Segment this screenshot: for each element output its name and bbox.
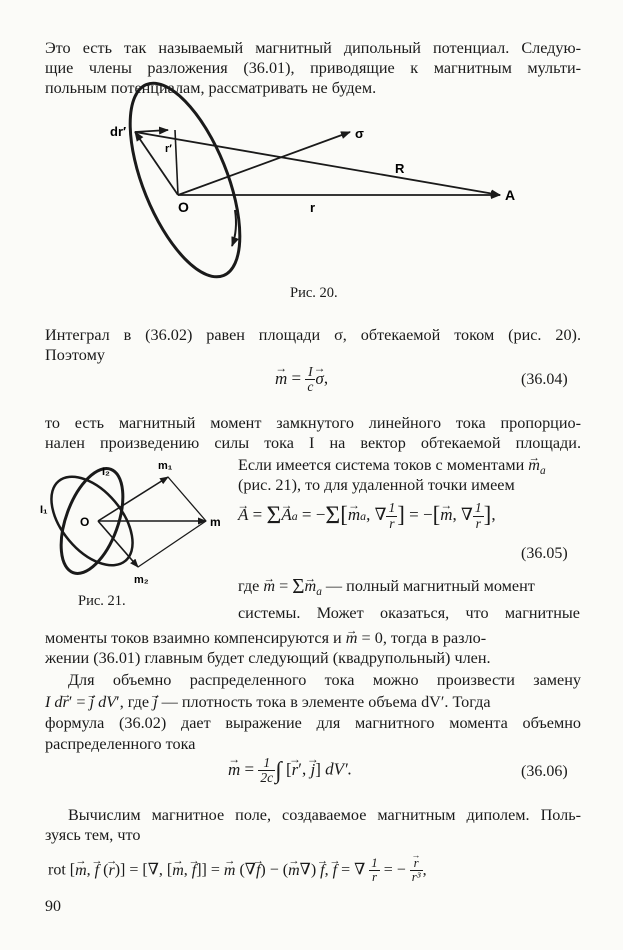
label-I1: I₁: [40, 504, 48, 516]
paragraph-1-line-1: Это есть так называемый магнитный дипольный потенциал. Следую-: [45, 39, 581, 57]
paragraph-3-line-1: то есть магнитный момент замкнутого линейного тока пропорцио-: [45, 414, 581, 432]
label-r: r: [310, 200, 316, 215]
paragraph-2-line-2: Поэтому: [45, 346, 105, 364]
paragraph-6-line-1: Для объемно распределенного тока можно произвести замену: [68, 671, 581, 689]
paragraph-5-line-3: моменты токов взаимно компенсируются и → m = 0, тогда в разло-: [45, 628, 581, 648]
paragraph-4-line-1: Если имеется система токов с моментами → $m_a$: [238, 455, 568, 481]
paragraph-5-text-3a: моменты токов взаимно компенсируются и: [45, 629, 342, 647]
paragraph-5-line-1: где → $m = \Sigma\to m_a$ — полный магнитный момент: [238, 576, 580, 602]
label-A: A: [505, 187, 516, 203]
label-O-21: O: [80, 515, 90, 529]
paragraph-6-line-4: распределенного тока: [45, 735, 196, 753]
equation-number-36-06: (36.06): [521, 763, 568, 780]
label-m: m: [210, 515, 221, 529]
equation-36-04: → m = $\frac{I}{c}$ → σ,: [275, 365, 328, 395]
label-O: O: [178, 199, 189, 215]
paragraph-3-line-2: нален произведению силы тока I на вектор обтекаемой площади.: [45, 434, 581, 452]
paragraph-5-text-1a: где: [238, 577, 260, 595]
label-R: R: [395, 161, 405, 176]
vector-dr-prime: [135, 130, 168, 132]
paragraph-7-line-1: Вычислим магнитное поле, создаваемое магнитным диполем. Поль-: [68, 806, 581, 824]
label-sigma: σ: [355, 126, 364, 141]
equation-36-06: → m = $\frac{1}{2c}$ ∫ [→ r′, → j] dV′.: [228, 756, 352, 786]
equation-rot: rot [→ m, → f (→ r)] = [∇, [→ m, → f]] = → m (∇→ f) − (→ m∇) → f, → f = ∇ $\frac{1}{r}$ = − → $\frac{r}{\text{r³}}$ ,: [48, 857, 427, 885]
paragraph-7-line-2: зуясь тем, что: [45, 826, 141, 844]
label-m1: m₁: [158, 460, 173, 472]
paragraph-6-line-2: I d→ r′ = → j dV′, где → j — плотность тока в элементе объема dV′. Тогда: [45, 692, 581, 712]
paragraph-5-text-3b: , тогда в разло-: [382, 629, 487, 647]
paragraph-4-text-1: Если имеется система токов с моментами: [238, 456, 525, 474]
figure-20-caption: Рис. 20.: [290, 285, 338, 301]
label-r-prime: r′: [165, 143, 172, 155]
vector-R: [135, 132, 500, 195]
loop-direction-arrow: [232, 210, 236, 246]
current-loop: [107, 69, 262, 291]
paragraph-5-text-1b: — полный магнитный момент: [325, 577, 535, 595]
vector-m1: [98, 477, 168, 521]
vector-sigma: [178, 132, 350, 195]
paragraph-6-line-3: формула (36.02) дает выражение для магнитного момента объемно: [45, 714, 581, 732]
page-number: 90: [45, 898, 61, 915]
label-dr-prime: dr′: [110, 124, 127, 139]
parallelogram-side-1: [168, 477, 206, 521]
paragraph-4-line-2: (рис. 21), то для удаленной точки имеем: [238, 476, 515, 494]
parallelogram-side-2: [138, 521, 206, 567]
equation-number-36-05: (36.05): [521, 545, 568, 562]
paragraph-2-line-1: Интеграл в (36.02) равен площади σ, обтекаемой током (рис. 20).: [45, 326, 581, 344]
figure-21-caption: Рис. 21.: [78, 593, 126, 609]
paragraph-5-line-2: системы. Может оказаться, что магнитные: [238, 604, 580, 622]
paragraph-5-line-4: жении (36.01) главным будет следующий (квадрупольный) член.: [45, 649, 491, 667]
paragraph-1-line-3: польным потенциалам, рассматривать не будем.: [45, 79, 377, 97]
paragraph-1-line-2: щие члены разложения (36.01), приводящие к магнитным мульти-: [45, 59, 581, 77]
figure-21: [30, 455, 230, 595]
equation-number-36-04: (36.04): [521, 371, 568, 388]
paragraph-6-text-2a: , где: [119, 693, 150, 711]
paragraph-6-text-2b: — плотность тока в элементе объема dV′. Тогда: [161, 693, 491, 711]
label-m2: m₂: [134, 574, 149, 586]
equation-36-05: → A = Σ→ Aa = −Σ[→ ma, ∇ $\frac{1}{r}$ ] = −[→ m, ∇ $\frac{1}{r}$ ],: [238, 500, 496, 531]
label-I2: I₂: [102, 466, 110, 478]
